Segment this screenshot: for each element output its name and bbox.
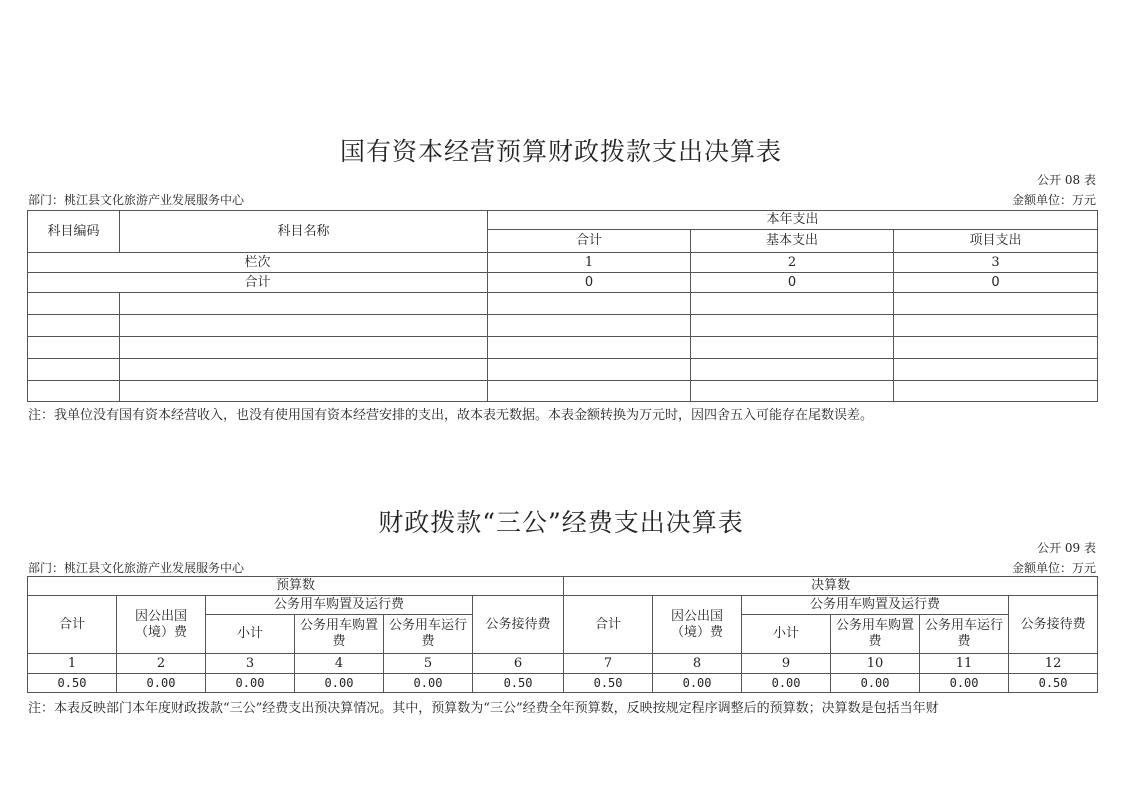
col-number: 11 [920,654,1009,674]
col-number: 3 [206,654,295,674]
table2-grid [27,576,1098,693]
total-value: 0 [488,273,691,293]
col-number: 7 [564,654,653,674]
col-index-3: 3 [894,253,1098,273]
table1-grid [27,210,1098,402]
col-index-2: 2 [691,253,894,273]
value-cell: 0.50 [28,674,117,693]
value-cell: 0.00 [206,674,295,693]
table1-department: 部门：桃江县文化旅游产业发展服务中心 [28,193,245,207]
value-cell: 0.00 [384,674,473,693]
table1-note: 注：我单位没有国有资本经营收入，也没有使用国有资本经营安排的支出，故本表无数据。本表金额转换为万元时，因四舍五入可能存在尾数误差。 [28,408,874,423]
budget-purchase-header: 公务用车购置费 [295,615,384,654]
final-vehicle-header: 公务用车购置及运行费 [742,596,1009,615]
total-row-label: 合计 [28,273,488,293]
col-index-label: 栏次 [28,253,488,273]
header-basic-expense: 基本支出 [691,230,894,253]
budget-abroad-header: 因公出国（境）费 [117,596,206,654]
table1-title: 国有资本经营预算财政拨款支出决算表 [339,137,782,166]
final-total-header: 合计 [564,596,653,654]
value-cell: 0.50 [1009,674,1098,693]
project-value: 0 [894,273,1098,293]
header-subject-name: 科目名称 [120,211,488,253]
value-cell: 0.50 [473,674,564,693]
empty-row [28,359,1098,381]
col-number: 6 [473,654,564,674]
header-final: 决算数 [564,577,1098,596]
budget-vehicle-header: 公务用车购置及运行费 [206,596,473,615]
empty-row [28,337,1098,359]
col-number: 1 [28,654,117,674]
value-cell: 0.00 [653,674,742,693]
budget-reception-header: 公务接待费 [473,596,564,654]
table2-form-code: 公开 09 表 [1037,541,1096,555]
empty-row [28,315,1098,337]
col-number: 10 [831,654,920,674]
final-operation-header: 公务用车运行费 [920,615,1009,654]
col-number: 5 [384,654,473,674]
header-current-year-expense: 本年支出 [488,211,1098,230]
header-project-expense: 项目支出 [894,230,1098,253]
table2-unit: 金额单位：万元 [1011,561,1096,575]
col-number: 8 [653,654,742,674]
header-budget: 预算数 [28,577,564,596]
value-cell: 0.00 [117,674,206,693]
table1-unit: 金额单位：万元 [1011,193,1096,207]
table1-form-code: 公开 08 表 [1037,173,1096,187]
header-total: 合计 [488,230,691,253]
table2-title: 财政拨款“三公”经费支出决算表 [378,508,744,537]
table2-department: 部门：桃江县文化旅游产业发展服务中心 [28,561,245,575]
budget-total-header: 合计 [28,596,117,654]
value-cell: 0.50 [564,674,653,693]
basic-value: 0 [691,273,894,293]
final-reception-header: 公务接待费 [1009,596,1098,654]
empty-row [28,293,1098,315]
col-index-1: 1 [488,253,691,273]
header-subject-code: 科目编码 [28,211,120,253]
budget-subtotal-header: 小计 [206,615,295,654]
value-cell: 0.00 [742,674,831,693]
col-number: 4 [295,654,384,674]
value-cell: 0.00 [295,674,384,693]
col-number: 9 [742,654,831,674]
value-cell: 0.00 [920,674,1009,693]
value-cell: 0.00 [831,674,920,693]
final-subtotal-header: 小计 [742,615,831,654]
col-number: 12 [1009,654,1098,674]
empty-row [28,381,1098,402]
final-abroad-header: 因公出国（境）费 [653,596,742,654]
col-number: 2 [117,654,206,674]
final-purchase-header: 公务用车购置费 [831,615,920,654]
table2-note: 注：本表反映部门本年度财政拨款“三公”经费支出预决算情况。其中，预算数为“三公”经费全年预算数，反映按规定程序调整后的预算数；决算数是包括当年财 [28,701,939,716]
budget-operation-header: 公务用车运行费 [384,615,473,654]
